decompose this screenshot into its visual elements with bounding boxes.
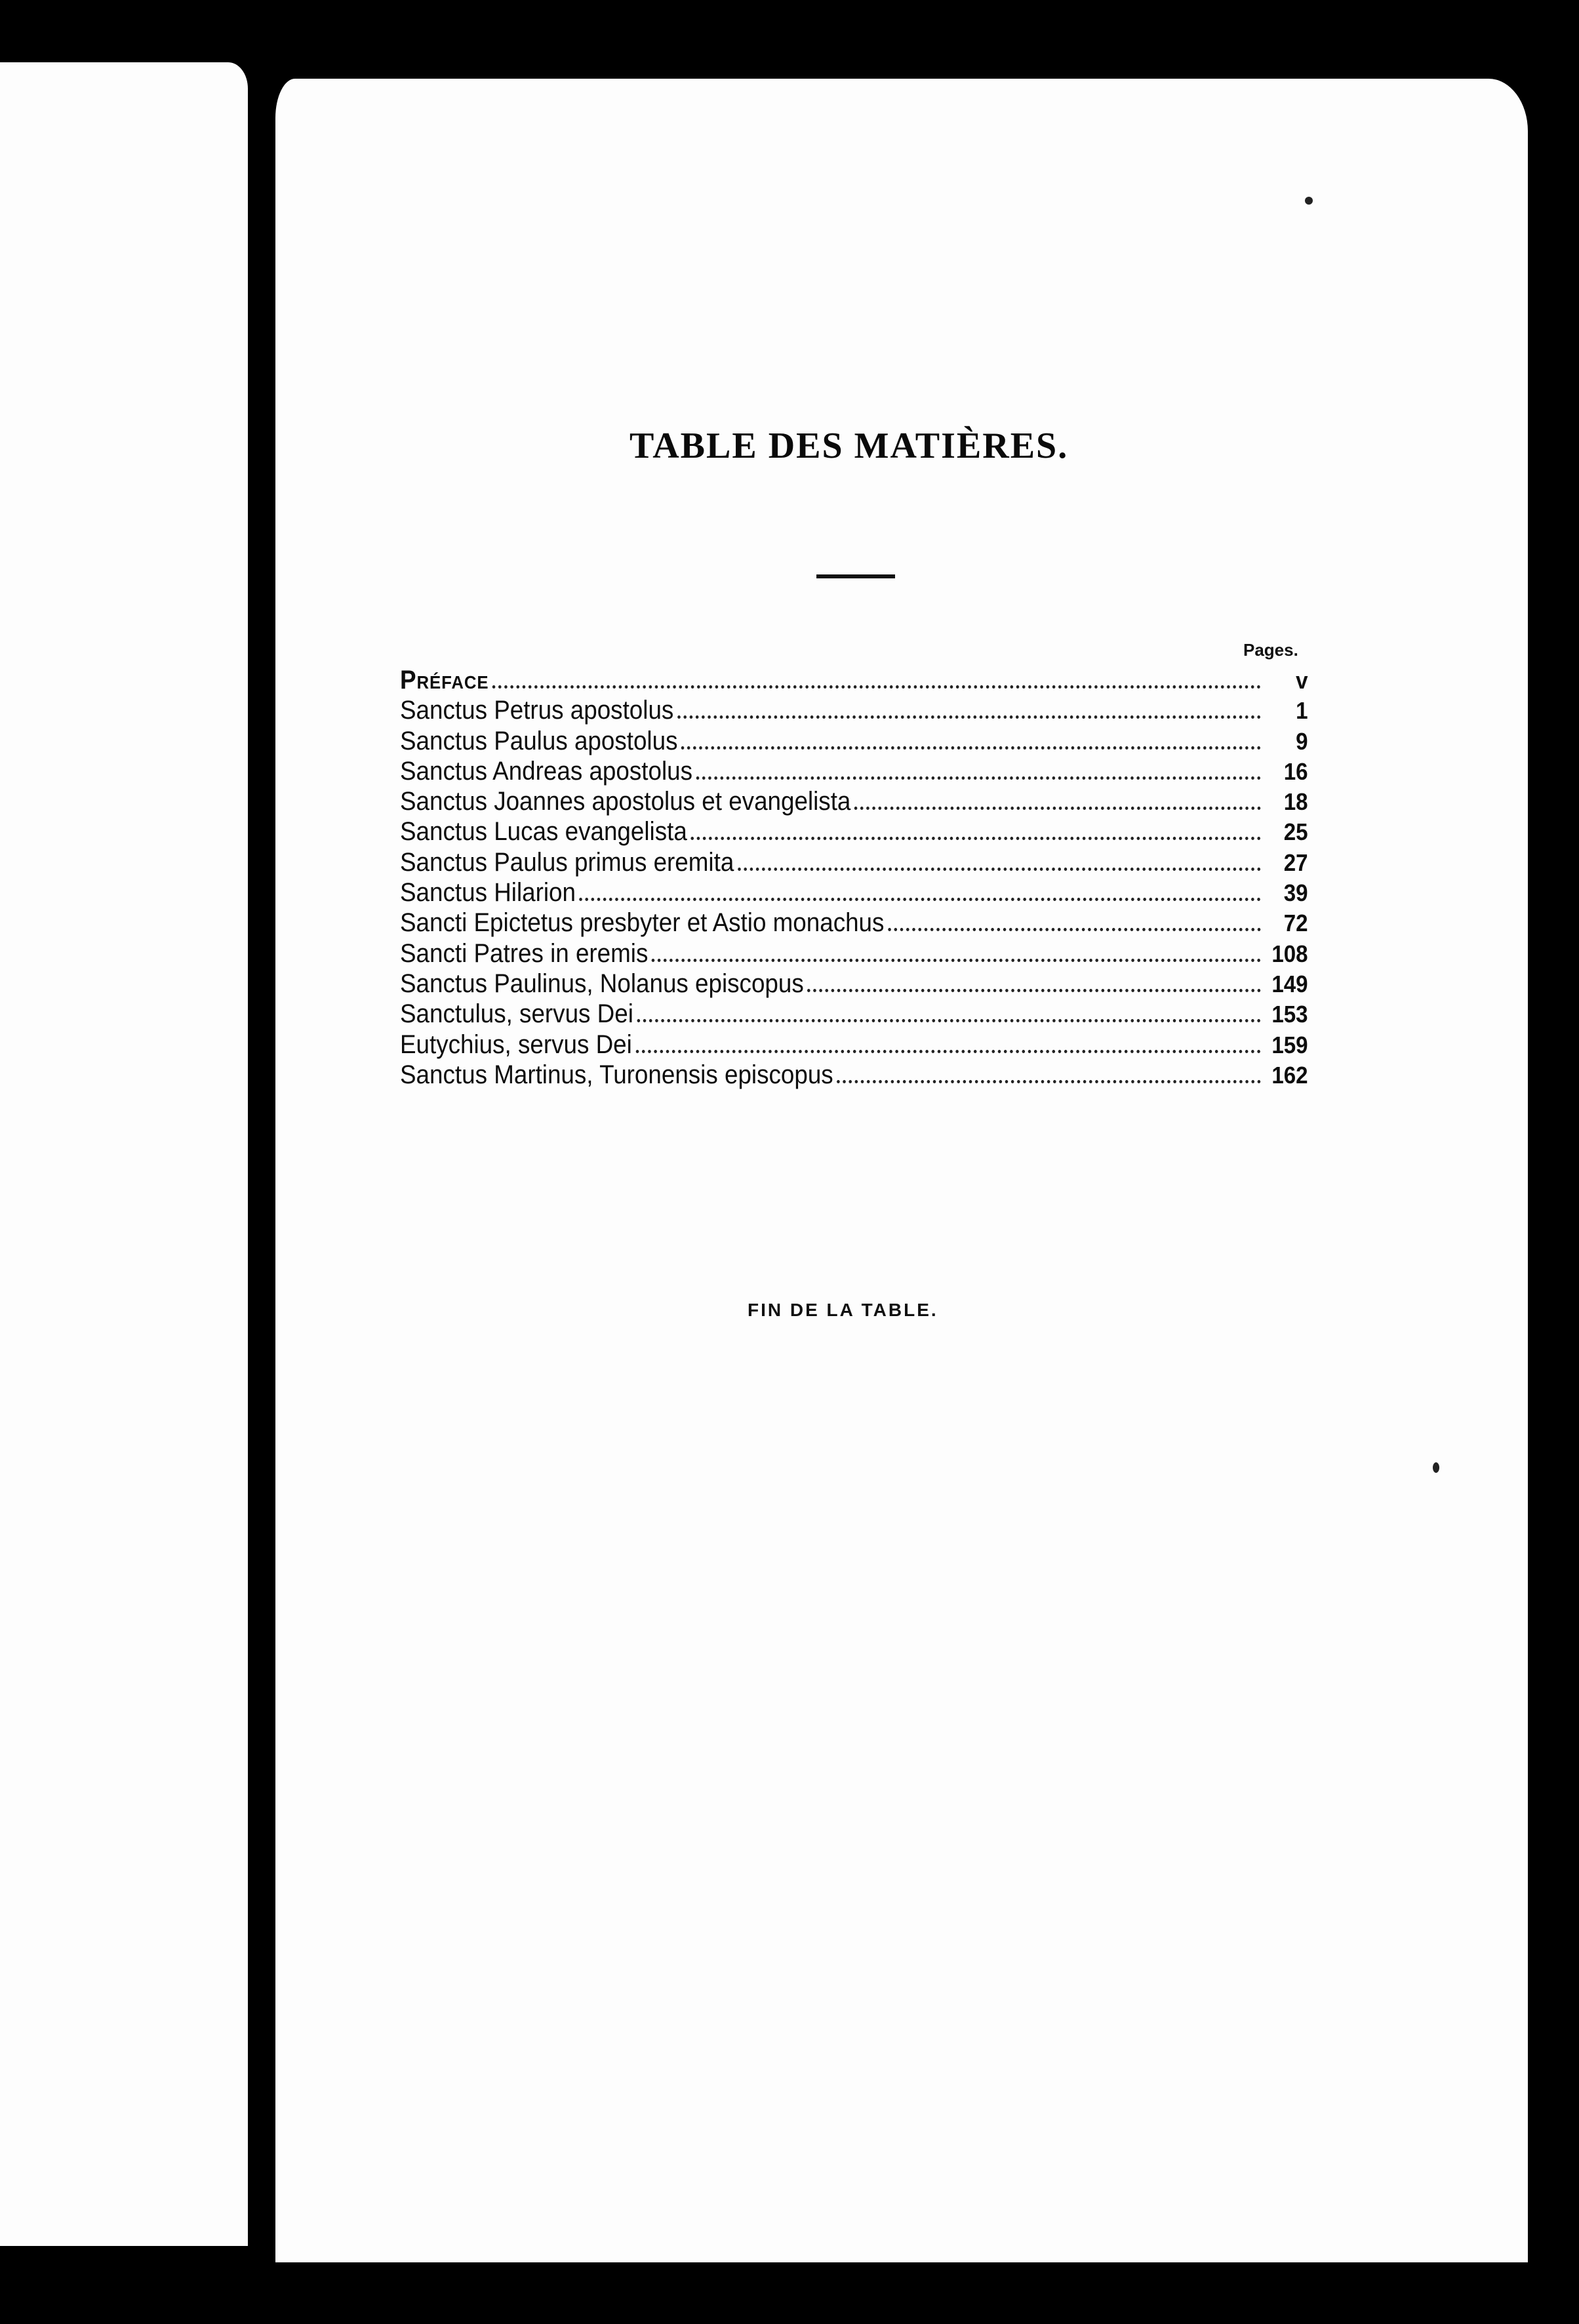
page-title: TABLE DES MATIÈRES. (630, 426, 1069, 466)
toc-entry-page: 159 (1271, 1031, 1308, 1058)
toc-entry (400, 817, 1308, 847)
toc-entry-title: Sanctus Paulinus, Nolanus episcopus (400, 969, 804, 998)
toc-entry-page: 27 (1283, 849, 1308, 876)
toc-entry (400, 1060, 1308, 1091)
toc-entry (400, 939, 1308, 969)
dot-leader (652, 959, 1261, 962)
toc-entry (400, 696, 1308, 726)
dot-leader (677, 715, 1261, 719)
toc-entry-page: 153 (1271, 1001, 1308, 1028)
toc-entry (400, 727, 1308, 757)
toc-entry-page: 1 (1296, 697, 1308, 725)
toc-entry-page: 39 (1283, 879, 1308, 907)
toc-entry-title: Sanctus Lucas evangelista (400, 817, 687, 847)
dot-leader (635, 1050, 1260, 1053)
toc-entry-page: 162 (1271, 1061, 1308, 1089)
pages-column-label: Pages. (1243, 640, 1298, 660)
toc-entry-title: Sancti Patres in eremis (400, 938, 649, 968)
dot-leader (854, 807, 1261, 810)
book-page (275, 79, 1528, 2262)
dot-leader (807, 989, 1261, 992)
toc-entry-page: 16 (1283, 757, 1308, 785)
toc-entry-title: Sanctus Martinus, Turonensis episcopus (400, 1060, 833, 1089)
dot-leader (579, 898, 1260, 901)
toc-entry-page: 72 (1283, 910, 1308, 937)
title-divider (816, 574, 895, 578)
toc-entry (400, 757, 1308, 787)
end-of-table-note: FIN DE LA TABLE. (748, 1300, 938, 1320)
toc-entry-page: 18 (1283, 788, 1308, 816)
dot-leader (738, 868, 1261, 871)
table-of-contents (400, 666, 1308, 1091)
dot-leader (637, 1019, 1260, 1022)
toc-entry (400, 848, 1308, 878)
dot-leader (888, 928, 1261, 931)
dot-leader (690, 837, 1261, 840)
ink-speck (1433, 1462, 1439, 1473)
toc-entry-title: Eutychius, servus Dei (400, 1030, 632, 1059)
toc-entry-title: Sanctus Paulus apostolus (400, 726, 678, 755)
toc-entry-title: Sanctulus, servus Dei (400, 999, 633, 1029)
toc-entry (400, 969, 1308, 999)
toc-entry (400, 1030, 1308, 1060)
toc-entry (400, 878, 1308, 908)
dot-leader (696, 776, 1261, 780)
toc-entry (400, 908, 1308, 938)
toc-entry (400, 999, 1308, 1030)
toc-entry-page: 149 (1271, 970, 1308, 997)
toc-entry (400, 787, 1308, 817)
ink-speck (1305, 197, 1313, 205)
toc-entry-title: Sanctus Joannes apostolus et evangelista (400, 787, 851, 816)
toc-entry-page: 25 (1283, 818, 1308, 846)
toc-entry-title: Préface (400, 666, 489, 694)
left-page-edge (0, 62, 248, 2246)
toc-entry-title: Sanctus Petrus apostolus (400, 696, 674, 725)
dot-leader (681, 746, 1261, 750)
toc-entry-title: Sanctus Hilarion (400, 878, 576, 908)
toc-entry-page: 9 (1296, 727, 1308, 755)
toc-entry-page: v (1296, 667, 1308, 694)
toc-entry (400, 666, 1308, 696)
dot-leader (492, 685, 1261, 689)
toc-entry-page: 108 (1271, 940, 1308, 967)
dot-leader (837, 1080, 1261, 1083)
toc-entry-title: Sancti Epictetus presbyter et Astio monachus (400, 908, 885, 938)
toc-entry-title: Sanctus Paulus primus eremita (400, 847, 734, 877)
toc-entry-title: Sanctus Andreas apostolus (400, 756, 692, 786)
